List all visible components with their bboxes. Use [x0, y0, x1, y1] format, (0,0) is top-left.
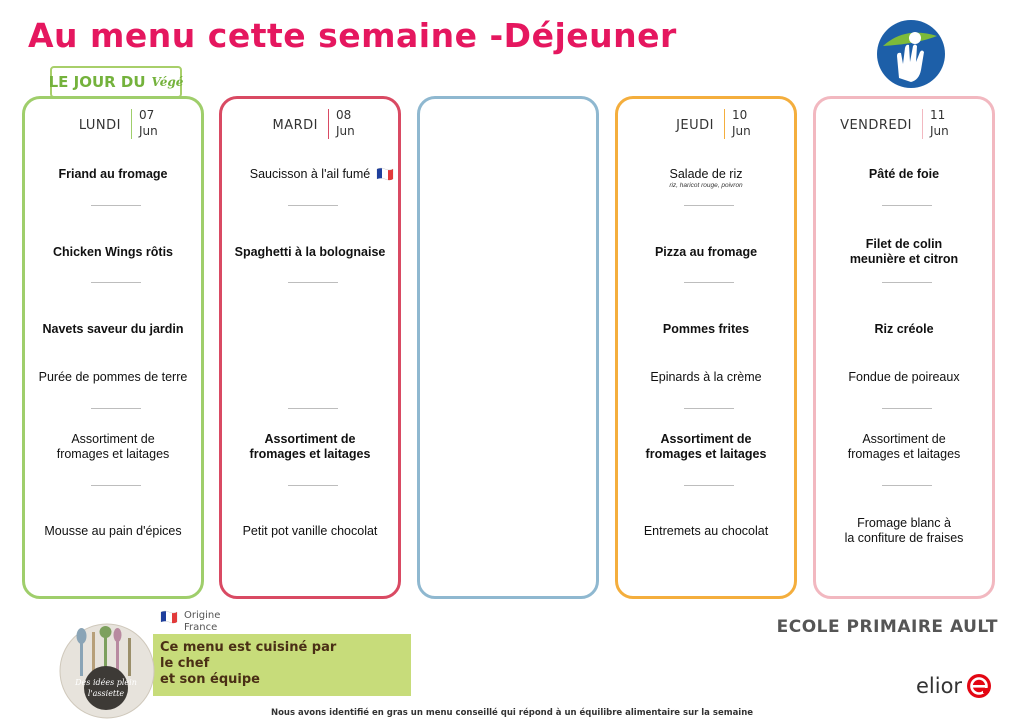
day-date: 11 [930, 108, 946, 122]
header-separator [724, 109, 725, 139]
menu-item [624, 167, 788, 190]
elior-e-icon [966, 673, 992, 699]
menu-item [822, 370, 986, 385]
course-divider [684, 205, 734, 206]
french-origin-flag-icon [376, 167, 394, 181]
menu-item-line: fromages et laitages [645, 447, 767, 461]
menu-item-line: Fromage blanc à [857, 516, 951, 530]
menu-item [624, 432, 788, 462]
school-name: ECOLE PRIMAIRE AULT [776, 617, 998, 637]
course-divider [288, 282, 338, 283]
menu-item [31, 322, 195, 337]
day-date: 08 [336, 108, 352, 122]
french-flag-icon [160, 610, 178, 624]
day-column-3 [615, 96, 797, 599]
day-name: JEUDI [676, 118, 714, 133]
menu-item [31, 524, 195, 539]
chef-line-2: le chef [160, 656, 210, 671]
menu-item-line: fromages et laitages [249, 447, 371, 461]
menu-item [31, 370, 195, 385]
day-month: Jun [930, 124, 949, 138]
menu-item-line: la confiture de fraises [844, 531, 964, 545]
day-column-2 [417, 96, 599, 599]
menu-item-line: Assortiment de [660, 432, 752, 446]
menu-item-line: fromages et laitages [847, 447, 961, 461]
course-divider [684, 408, 734, 409]
course-divider [882, 485, 932, 486]
menu-item-line: Epinards à la crème [650, 370, 762, 384]
menu-item [31, 245, 195, 260]
course-divider [91, 408, 141, 409]
menu-item-line: Purée de pommes de terre [38, 370, 188, 384]
menu-item [624, 245, 788, 260]
menu-item-line: Saucisson à l'ail fumé [249, 167, 371, 181]
menu-item [822, 432, 986, 462]
menu-item-line: Assortiment de [862, 432, 946, 446]
vege-logo: Végé [151, 75, 184, 89]
vege-day-badge [50, 66, 182, 98]
day-header [816, 107, 992, 141]
menu-item [228, 524, 392, 539]
restaurant-hand-logo [875, 18, 947, 90]
menu-item [624, 370, 788, 385]
header-separator [131, 109, 132, 139]
course-divider [91, 205, 141, 206]
menu-item [228, 245, 392, 260]
menu-item-line: Pommes frites [662, 322, 750, 336]
day-month: Jun [732, 124, 751, 138]
day-header [25, 107, 201, 141]
menu-item [822, 322, 986, 337]
elior-brand [916, 673, 992, 699]
day-column-1 [219, 96, 401, 599]
day-header [618, 107, 794, 141]
course-divider [288, 205, 338, 206]
menu-item-line: Mousse au pain d'épices [44, 524, 182, 538]
day-name: VENDREDI [840, 118, 912, 133]
day-column-4 [813, 96, 995, 599]
course-divider [684, 282, 734, 283]
chef-banner [153, 634, 411, 696]
page-title: Au menu cette semaine -Déjeuner [28, 16, 677, 55]
day-date: 07 [139, 108, 155, 122]
course-divider [91, 485, 141, 486]
menu-item-line: Assortiment de [71, 432, 155, 446]
origin-france-legend [160, 610, 220, 634]
origin-country: France [184, 622, 218, 633]
menu-item [822, 516, 986, 546]
course-divider [882, 282, 932, 283]
des-idees-plein-l-assiette-logo [58, 622, 156, 720]
menu-item-line: Filet de colin [865, 237, 943, 251]
menu-item-line: Pizza au fromage [654, 245, 758, 259]
origin-label: Origine [184, 610, 221, 621]
menu-item [822, 167, 986, 182]
day-name: LUNDI [78, 118, 121, 133]
menu-item-line: Pâté de foie [868, 167, 940, 181]
day-date: 10 [732, 108, 748, 122]
menu-item [31, 432, 195, 462]
menu-item-line: Spaghetti à la bolognaise [234, 245, 386, 259]
menu-item-line: Chicken Wings rôtis [52, 245, 174, 259]
day-header [222, 107, 398, 141]
course-divider [882, 408, 932, 409]
logo-text-1: Des idées plein [75, 678, 137, 687]
header-separator [328, 109, 329, 139]
logo-text-2: l'assiette [87, 689, 125, 698]
menu-item [228, 432, 392, 462]
menu-item-line: Fondue de poireaux [848, 370, 960, 384]
header-separator [922, 109, 923, 139]
chef-line-1: Ce menu est cuisiné par [160, 640, 337, 655]
menu-item-line: fromages et laitages [56, 447, 170, 461]
menu-item-detail: riz, haricot rouge, poivron [669, 182, 743, 189]
course-divider [684, 485, 734, 486]
menu-item-line: Riz créole [874, 322, 934, 336]
chef-line-3: et son équipe [160, 672, 260, 687]
menu-item [31, 167, 195, 182]
vege-badge-label: LE JOUR DU [48, 73, 146, 91]
course-divider [91, 282, 141, 283]
menu-item [822, 237, 986, 267]
menu-item-line: Navets saveur du jardin [42, 322, 184, 336]
day-month: Jun [336, 124, 355, 138]
menu-item-line: Assortiment de [264, 432, 356, 446]
brand-name: elior [916, 674, 963, 698]
menu-item-line: Petit pot vanille chocolat [242, 524, 378, 538]
course-divider [288, 485, 338, 486]
menu-item-line: meunière et citron [849, 252, 959, 266]
day-month: Jun [139, 124, 158, 138]
menu-item [228, 167, 392, 182]
menu-item-line: Friand au fromage [58, 167, 168, 181]
day-name: MARDI [272, 118, 318, 133]
menu-item [624, 322, 788, 337]
menu-item-line: Entremets au chocolat [643, 524, 769, 538]
course-divider [288, 408, 338, 409]
menu-item [624, 524, 788, 539]
day-column-0 [22, 96, 204, 599]
menu-item-line: Salade de riz [669, 167, 743, 181]
course-divider [882, 205, 932, 206]
footer-note: Nous avons identifié en gras un menu conseillé qui répond à un équilibre alimentaire sur la semaine [270, 708, 754, 718]
